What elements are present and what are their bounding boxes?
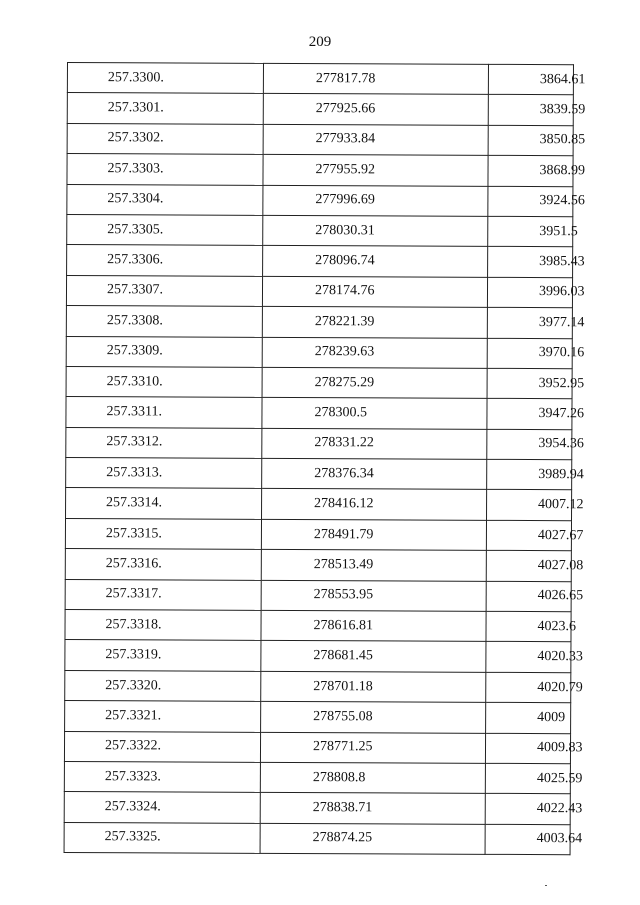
table-row <box>66 458 572 491</box>
point-number-cell: 257.3325. <box>64 822 260 853</box>
table-row <box>67 123 573 156</box>
y-coordinate-cell: 4020.79 <box>486 672 571 703</box>
y-coordinate-cell: 4007.12 <box>487 490 572 521</box>
x-coordinate-cell: 278096.74 <box>263 246 488 277</box>
x-coordinate-cell: 277933.84 <box>263 124 488 155</box>
point-number-cell: 257.3303. <box>67 154 263 185</box>
x-coordinate-cell: 278174.76 <box>262 276 487 307</box>
table-row <box>65 610 571 643</box>
table-row <box>66 488 572 521</box>
y-coordinate-cell: 3839.59 <box>488 95 573 126</box>
table-row <box>65 549 571 582</box>
y-coordinate-cell: 3996.03 <box>487 277 572 308</box>
x-coordinate-cell: 278513.49 <box>261 550 486 581</box>
table-row <box>66 366 572 399</box>
point-number-cell: 257.3309. <box>66 336 262 367</box>
y-coordinate-cell: 4025.59 <box>485 763 570 794</box>
y-coordinate-cell: 3951.5 <box>488 216 573 247</box>
y-coordinate-cell: 4003.64 <box>485 824 570 855</box>
x-coordinate-cell: 277955.92 <box>263 155 488 186</box>
point-number-cell: 257.3307. <box>66 275 262 306</box>
point-number-cell: 257.3319. <box>65 640 261 671</box>
x-coordinate-cell: 278300.5 <box>262 398 487 429</box>
x-coordinate-cell: 278701.18 <box>261 671 486 702</box>
point-number-cell: 257.3311. <box>66 397 262 428</box>
x-coordinate-cell: 278416.12 <box>262 489 487 520</box>
y-coordinate-cell: 3954.36 <box>487 429 572 460</box>
y-coordinate-cell: 3947.26 <box>487 399 572 430</box>
table-row <box>64 792 570 825</box>
table-row <box>64 731 570 764</box>
table-row <box>67 63 573 96</box>
x-coordinate-cell: 277817.78 <box>263 63 488 94</box>
y-coordinate-cell: 3864.61 <box>488 64 573 95</box>
x-coordinate-cell: 278755.08 <box>261 702 486 733</box>
y-coordinate-cell: 4026.65 <box>486 581 571 612</box>
y-coordinate-cell: 3989.94 <box>487 459 572 490</box>
y-coordinate-cell: 4027.08 <box>486 551 571 582</box>
point-number-cell: 257.3323. <box>64 761 260 792</box>
point-number-cell: 257.3310. <box>66 366 262 397</box>
x-coordinate-cell: 278553.95 <box>261 580 486 611</box>
x-coordinate-cell: 277925.66 <box>263 94 488 125</box>
table-row <box>65 701 571 734</box>
y-coordinate-cell: 3868.99 <box>488 156 573 187</box>
table-row <box>65 670 571 703</box>
y-coordinate-cell: 3977.14 <box>487 307 572 338</box>
point-number-cell: 257.3320. <box>65 670 261 701</box>
point-number-cell: 257.3317. <box>65 579 261 610</box>
coordinate-table <box>64 62 586 855</box>
x-coordinate-cell: 278771.25 <box>260 732 485 763</box>
point-number-cell: 257.3306. <box>67 245 263 276</box>
x-coordinate-cell: 278221.39 <box>262 306 487 337</box>
table-row <box>66 306 572 339</box>
point-number-cell: 257.3322. <box>64 731 260 762</box>
point-number-cell: 257.3308. <box>66 306 262 337</box>
x-coordinate-cell: 278681.45 <box>261 641 486 672</box>
table-row <box>64 761 570 794</box>
x-coordinate-cell: 278874.25 <box>260 823 485 854</box>
point-number-cell: 257.3324. <box>64 792 260 823</box>
x-coordinate-cell: 278808.8 <box>260 762 485 793</box>
table-row <box>65 518 571 551</box>
table-row <box>66 336 572 369</box>
table-row <box>67 154 573 187</box>
y-coordinate-cell: 3985.43 <box>488 247 573 278</box>
y-coordinate-cell: 3952.95 <box>487 368 572 399</box>
table-row <box>67 184 573 217</box>
x-coordinate-cell: 278491.79 <box>261 519 486 550</box>
point-number-cell: 257.3304. <box>67 184 263 215</box>
table-row <box>65 579 571 612</box>
point-number-cell: 257.3321. <box>65 701 261 732</box>
x-coordinate-cell: 278376.34 <box>262 458 487 489</box>
coordinate-table-container <box>64 62 586 855</box>
point-number-cell: 257.3302. <box>67 123 263 154</box>
x-coordinate-cell: 278239.63 <box>262 337 487 368</box>
x-coordinate-cell: 278838.71 <box>260 793 485 824</box>
y-coordinate-cell: 3850.85 <box>488 125 573 156</box>
point-number-cell: 257.3300. <box>67 63 263 94</box>
table-row <box>66 397 572 430</box>
point-number-cell: 257.3318. <box>65 610 261 641</box>
scan-speck <box>545 885 547 886</box>
y-coordinate-cell: 4009.83 <box>485 733 570 764</box>
table-row <box>65 640 571 673</box>
y-coordinate-cell: 3970.16 <box>487 338 572 369</box>
y-coordinate-cell: 4023.6 <box>486 611 571 642</box>
y-coordinate-cell: 4022.43 <box>485 794 570 825</box>
point-number-cell: 257.3315. <box>65 518 261 549</box>
x-coordinate-cell: 278275.29 <box>262 367 487 398</box>
point-number-cell: 257.3301. <box>67 93 263 124</box>
point-number-cell: 257.3314. <box>66 488 262 519</box>
table-row <box>66 275 572 308</box>
point-number-cell: 257.3305. <box>67 214 263 245</box>
x-coordinate-cell: 278030.31 <box>263 215 488 246</box>
y-coordinate-cell: 4020.33 <box>486 642 571 673</box>
point-number-cell: 257.3313. <box>66 458 262 489</box>
x-coordinate-cell: 278616.81 <box>261 610 486 641</box>
y-coordinate-cell: 4009 <box>486 703 571 734</box>
point-number-cell: 257.3312. <box>66 427 262 458</box>
point-number-cell: 257.3316. <box>65 549 261 580</box>
table-row <box>64 822 570 855</box>
table-row <box>67 93 573 126</box>
y-coordinate-cell: 4027.67 <box>486 520 571 551</box>
table-row <box>66 427 572 460</box>
x-coordinate-cell: 278331.22 <box>262 428 487 459</box>
table-row <box>67 245 573 278</box>
page-number: 209 <box>308 34 332 50</box>
y-coordinate-cell: 3924.56 <box>488 186 573 217</box>
x-coordinate-cell: 277996.69 <box>263 185 488 216</box>
coordinate-table-body <box>64 63 586 855</box>
table-row <box>67 214 573 247</box>
